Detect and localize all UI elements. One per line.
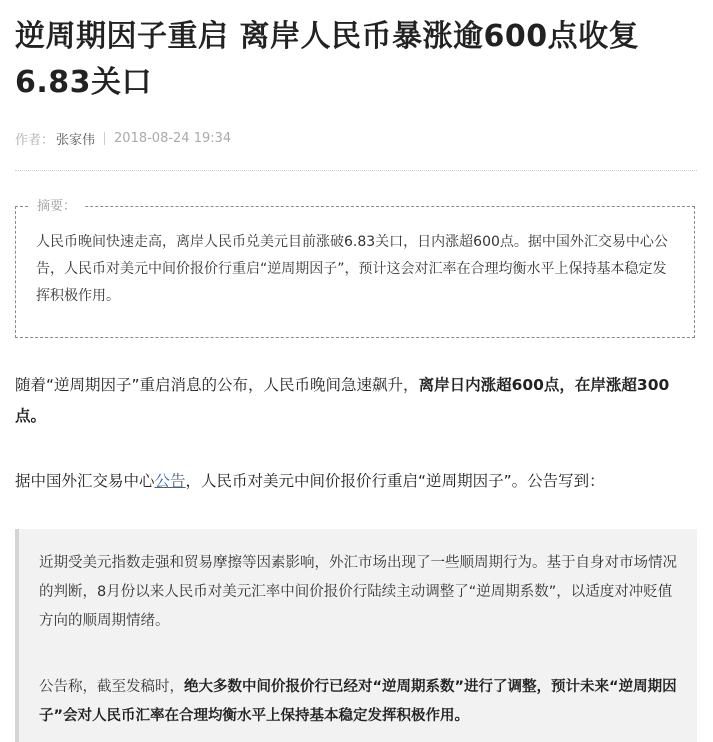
article-title: 逆周期因子重启 离岸人民币暴涨逾600点收复6.83关口 [15, 19, 640, 100]
publish-date: 2018-08-24 19:34 [114, 130, 232, 146]
quote-p2-highlight: 绝大多数中间价报价行已经对“逆周期系数”进行了调整，预计未来“逆周期因子”会对人民币汇率在合理均衡水平上保持基本稳定发挥积极作用。 [39, 679, 677, 724]
meta-divider [104, 132, 105, 145]
quote-block [15, 529, 697, 742]
body-paragraph-2 [15, 467, 697, 495]
quote-paragraph-2 [39, 673, 683, 731]
body-paragraph-1 [15, 370, 697, 432]
abstract-label: 摘要： [29, 198, 84, 216]
announcement-link[interactable]: 公告 [154, 472, 186, 490]
abstract-text: 人民币晚间快速走高，离岸人民币兑美元目前涨破6.83关口，日内涨超600点。据中国外汇交易中心公告，人民币对美元中间价报价行重启“逆周期因子”，预计这会对汇率在合理均衡水平上保持基本稳定发挥积极作用。 [36, 234, 668, 304]
para2-text-after: ，人民币对美元中间价报价行重启“逆周期因子”。公告写到： [185, 472, 605, 490]
para1-highlight: 离岸日内涨超600点，在岸涨超300点。 [15, 376, 670, 425]
abstract-box [15, 199, 695, 338]
quote-paragraph-1: 近期受美元指数走强和贸易摩擦等因素影响，外汇市场出现了一些顺周期行为。基于自身对市场情况的判断，8月份以来人民币对美元汇率中间价报价行陆续主动调整了“逆周期系数”，以适度对冲贬值方向的顺周期情绪。 [39, 555, 677, 629]
author-label: 作者： [15, 132, 55, 148]
article-page [15, 0, 697, 724]
para1-text: 随着“逆周期因子”重启消息的公布，人民币晚间急速飙升， [15, 376, 419, 394]
header-divider [15, 170, 697, 171]
article-meta [15, 126, 697, 150]
author-name[interactable]: 张家伟 [56, 132, 96, 148]
para2-text-before: 据中国外汇交易中心 [15, 472, 155, 490]
quote-p2-text: 公告称，截至发稿时， [39, 679, 184, 695]
